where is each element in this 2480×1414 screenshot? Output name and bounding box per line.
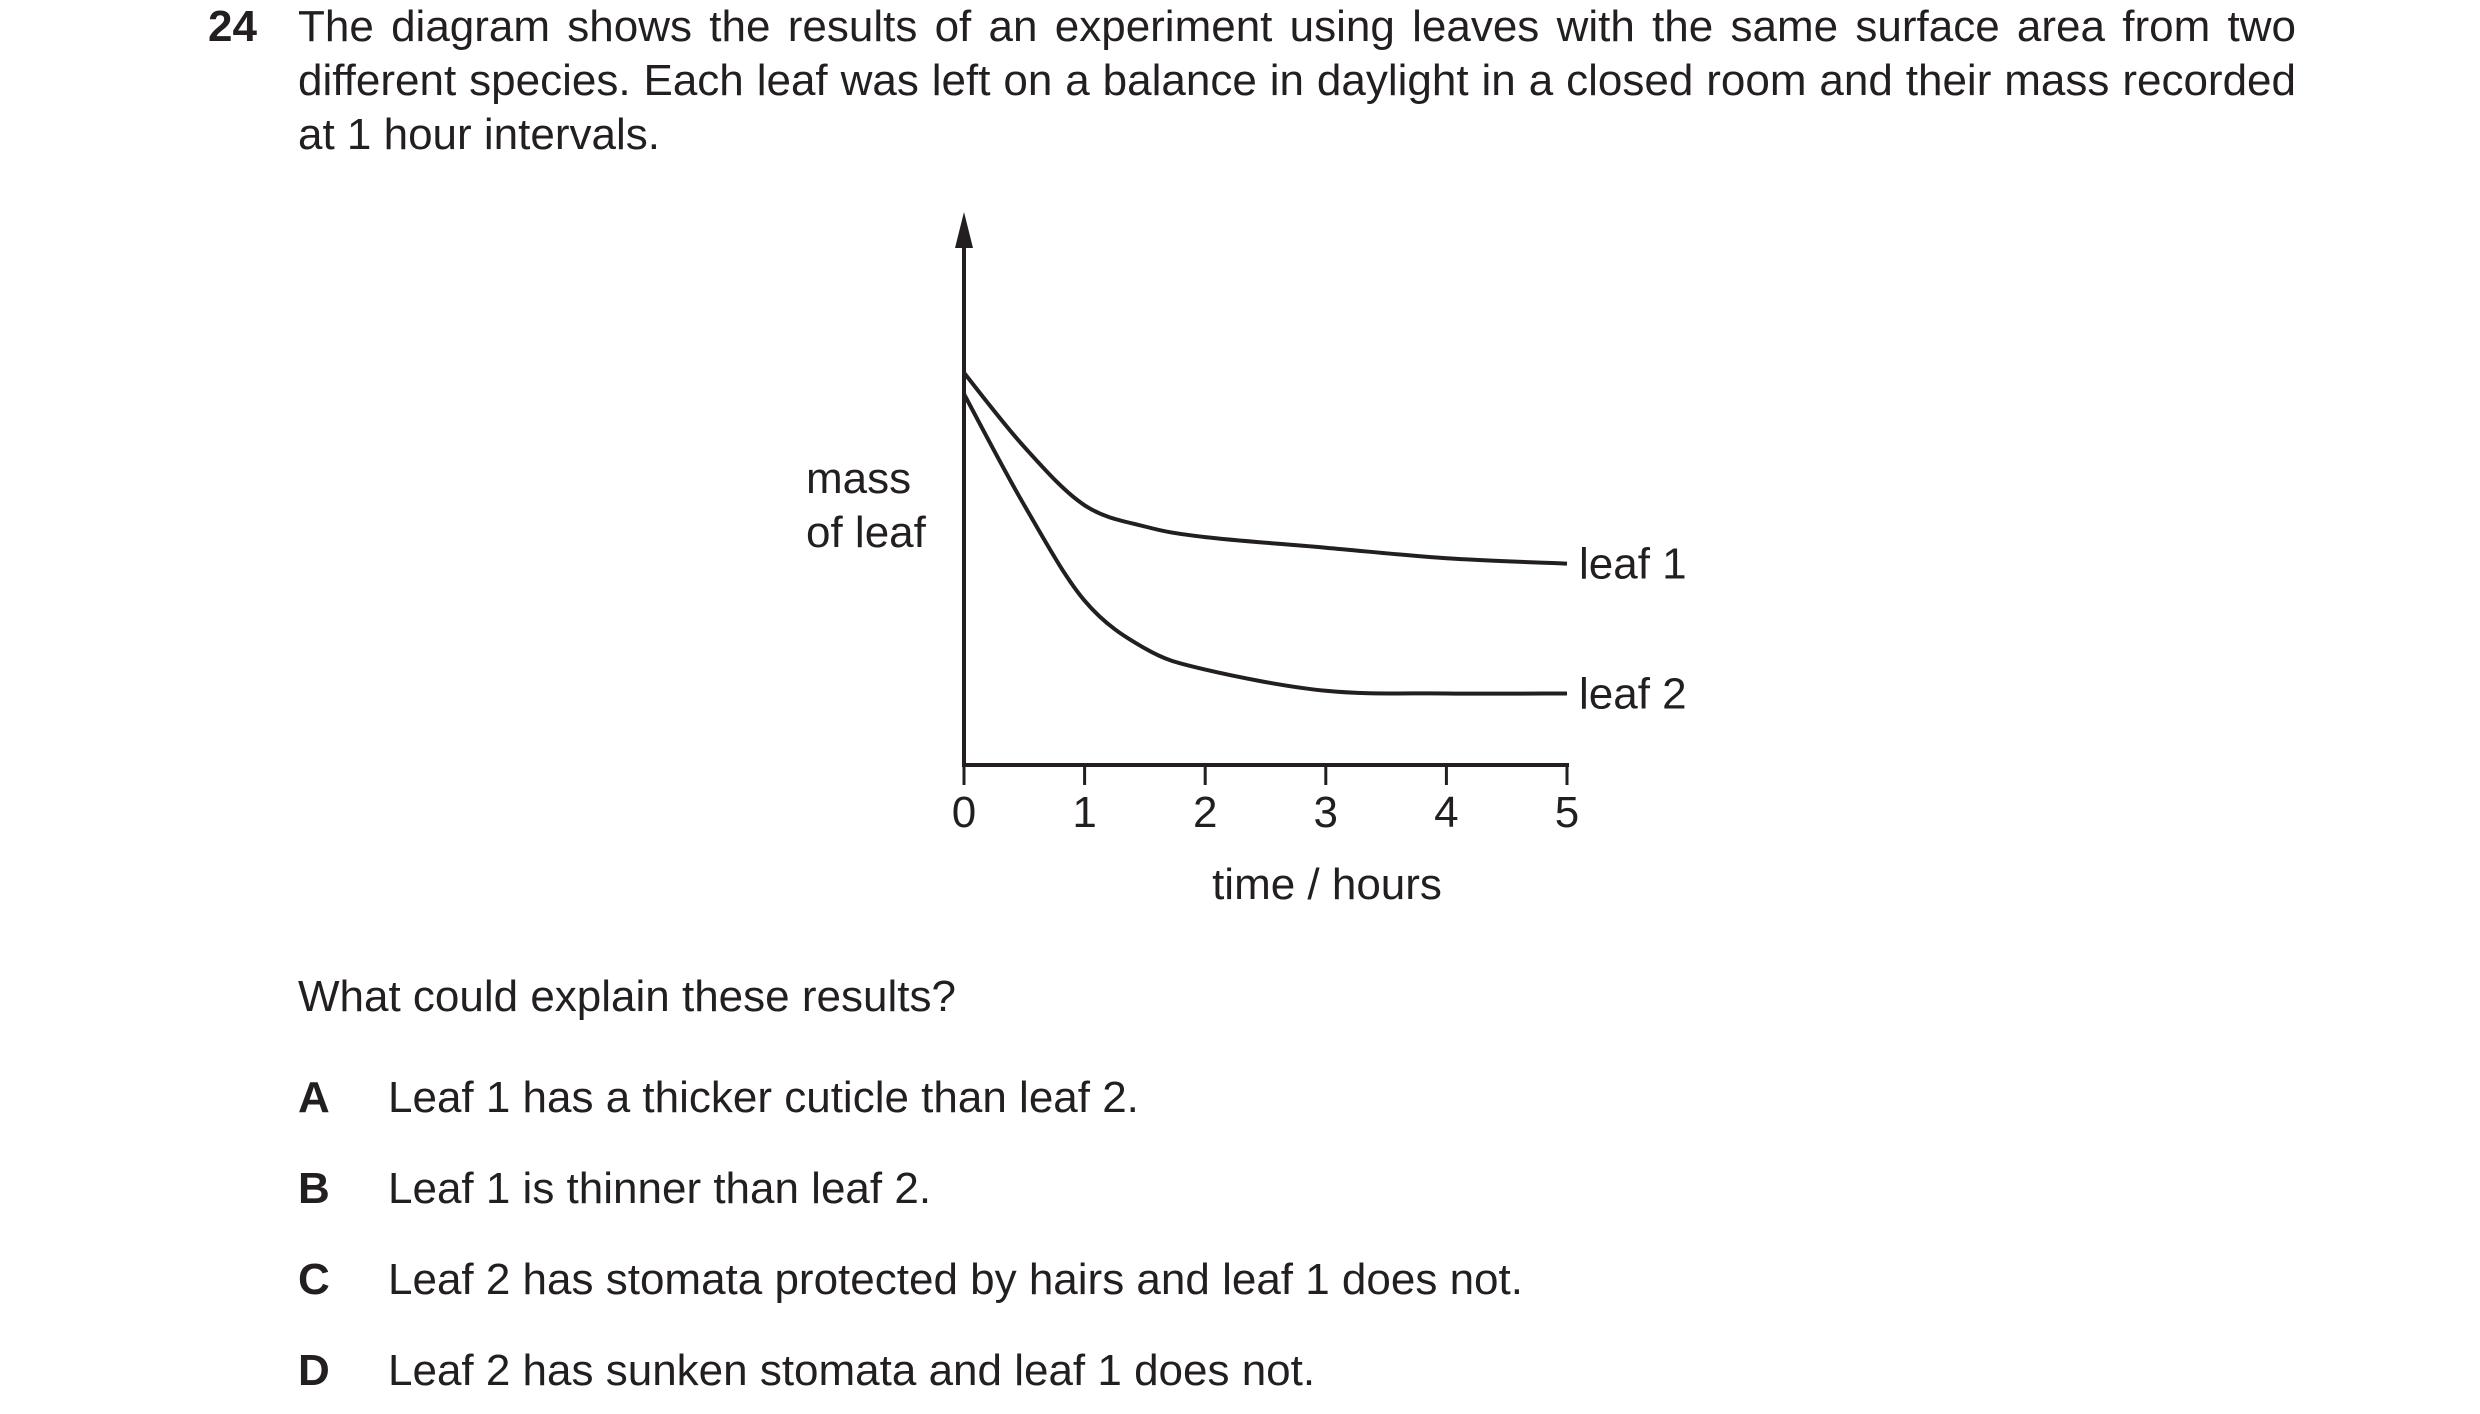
option-letter: C [298,1255,330,1304]
series-label: leaf 1 [1579,539,1687,589]
x-tick-label: 3 [1313,788,1339,837]
series-label: leaf 2 [1579,669,1687,719]
y-axis-arrow [955,212,973,248]
option-letter: D [298,1346,330,1395]
x-tick-label: 0 [951,788,977,837]
option-text: Leaf 2 has sunken stomata and leaf 1 does not. [388,1346,1316,1395]
graph-labels [806,454,1687,909]
x-tick-label: 4 [1434,788,1459,837]
x-tick-label: 1 [1072,788,1097,837]
graph-curves [964,373,1567,694]
question-prompt: What could explain these results? [298,972,956,1021]
x-axis-label: time / hours [1212,860,1442,909]
question-stem: The diagram shows the results of an experiment using leaves with the same surface area from two different species. Each leaf was left on a balance in daylight in a closed room and their mass recorded at 1 hour intervals. [298,2,2296,159]
y-axis-label: mass [806,454,912,503]
option-letter: B [298,1164,330,1213]
x-tick-label: 5 [1554,788,1580,837]
option-letter: A [298,1073,330,1122]
x-axis-ticks [952,765,1579,837]
option-text: Leaf 2 has stomata protected by hairs and leaf 1 does not. [388,1255,1523,1304]
y-axis-label: of leaf [806,508,926,557]
option-text: Leaf 1 has a thicker cuticle than leaf 2. [388,1073,1139,1122]
series-curve [964,373,1567,564]
question-number: 24 [208,2,257,51]
x-tick-label: 2 [1192,788,1218,837]
option-text: Leaf 1 is thinner than leaf 2. [388,1164,932,1213]
